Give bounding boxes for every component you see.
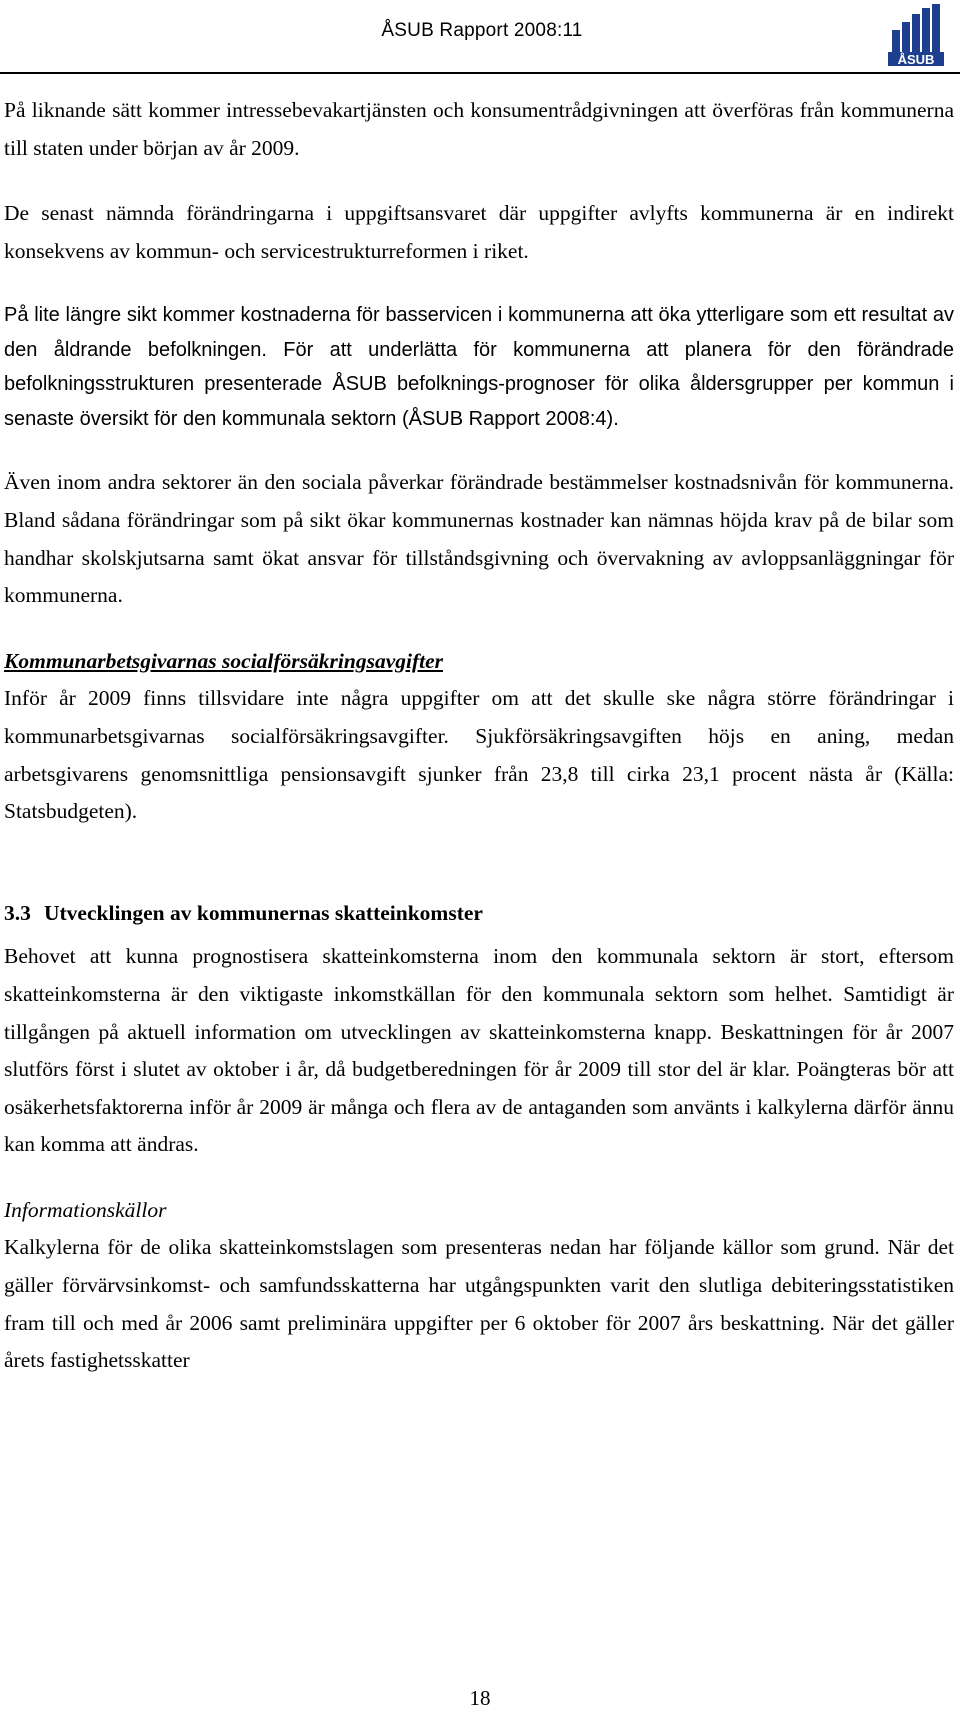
logo-text: ÅSUB — [897, 52, 935, 66]
paragraph-3: På lite längre sikt kommer kostnaderna för basservicen i kommunerna att öka ytterligare som ett resultat av den åldrande befolkningen. För att underlätta för kommunerna att planera för den förändrade befolkningsstrukturen presenterade ÅSUB befolknings-prognoser för olika åldersgrupper per kommun i senaste översikt för den kommunala sektorn (ÅSUB Rapport 2008:4). — [4, 304, 954, 430]
header-rule — [0, 72, 960, 74]
section-title: Utvecklingen av kommunernas skatteinkomster — [44, 900, 483, 925]
paragraph-7: Kalkylerna för de olika skatteinkomstslagen som presenteras nedan har följande källor som grund. När det gäller förvärvsinkomst- och samfundsskatterna har utgångspunkten varit den slutliga debiteringsstatistiken fram till och med år 2006 samt preliminära uppgifter per 6 oktober för 2007 års beskattning. När det gäller årets fastighetsskatter — [4, 1235, 954, 1373]
page-content — [4, 92, 954, 1380]
page-number: 18 — [469, 1686, 491, 1710]
section-heading — [4, 895, 954, 933]
paragraph-1: På liknande sätt kommer intressebevakartjänsten och konsumentrådgivningen att överföras från kommunerna till staten under början av år 2009. — [4, 98, 954, 160]
paragraph-6: Behovet att kunna prognostisera skatteinkomsterna inom den kommunala sektorn är stort, eftersom skatteinkomsterna är den viktigaste inkomstkällan för den kommunala sektorn som helhet. Samtidigt är tillgången på aktuell information om utvecklingen av skatteinkomsterna knapp. Beskattningen för år 2007 slutförs först i slutet av oktober i år, då budgetberedningen för år 2009 till stor del är klar. Poängteras bör att osäkerhetsfaktorerna inför år 2009 är många och flera av de antaganden som använts i kalkylerna därför ännu kan komma att ändras. — [4, 944, 954, 1157]
page-header — [0, 0, 960, 92]
paragraph-2: De senast nämnda förändringarna i uppgiftsansvaret där uppgifter avlyfts kommunerna är en indirekt konsekvens av kommun- och servicestrukturreformen i riket. — [4, 201, 954, 263]
section-number: 3.3 — [4, 900, 31, 925]
subheading-informationskallor: Informationskällor — [4, 1197, 167, 1222]
paragraph-5: Inför år 2009 finns tillsvidare inte några uppgifter om att det skulle ske några större förändringar i kommunarbetsgivarnas socialförsäkringsavgifter. Sjukförsäkringsavgiften höjs en aning, medan arbetsgivarens genomsnittliga pensionsavgift sjunker från 23,8 till cirka 23,1 procent nästa år (Källa: Statsbudgeten). — [4, 686, 954, 824]
subheading-socialforsakringsavgifter: Kommunarbetsgivarnas socialförsäkringsavgifter — [4, 648, 444, 673]
header-title: ÅSUB Rapport 2008:11 — [381, 20, 583, 41]
asub-logo-icon — [884, 2, 948, 66]
paragraph-4: Även inom andra sektorer än den sociala påverkar förändrade bestämmelser kostnadsnivån för kommunerna. Bland sådana förändringar som på sikt ökar kommunernas kostnader kan nämnas höjda krav på de bilar som handhar skolskjutsarna samt ökat ansvar för tillståndsgivning och övervakning av avloppsanläggningar för kommunerna. — [4, 470, 954, 608]
